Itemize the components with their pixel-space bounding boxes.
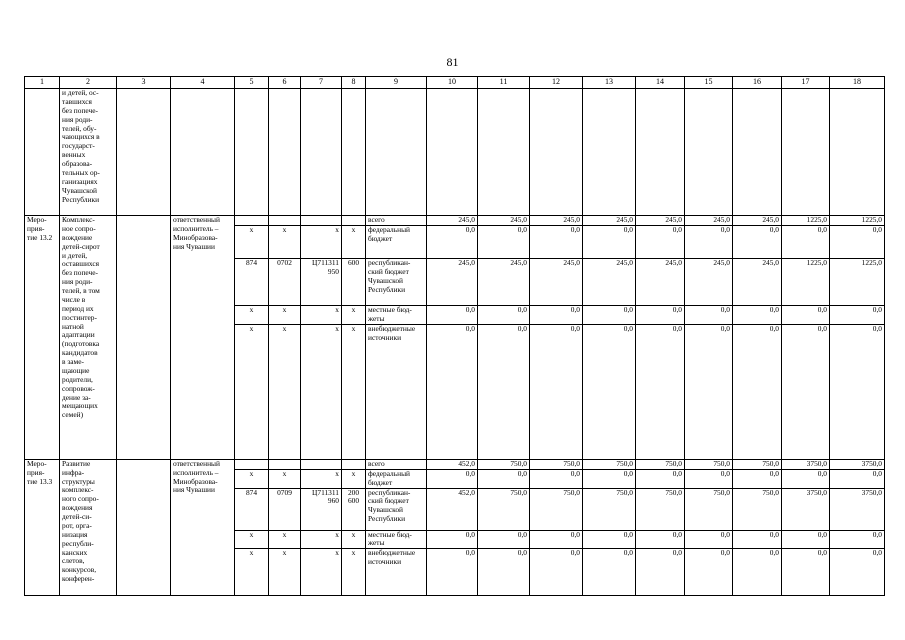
amount-cell: 750,0 (530, 488, 583, 530)
amount-cell: 750,0 (583, 488, 636, 530)
amount-cell: 245,0 (478, 216, 530, 226)
expense-type-code: x (342, 226, 366, 259)
amount-cell: 750,0 (583, 459, 636, 469)
section-code: x (269, 226, 301, 259)
amount-cell: 0,0 (782, 549, 830, 596)
measure-name: Комплекс- ное сопро- вождение детей-сирот и детей, оставшихся без попече- ния роди- телей, в том числе в период их постинтер- натной адаптации (подготовка кандидатов в заме- щающие родители, сопровож- дение за- мещающих семей) (60, 216, 117, 460)
funding-source: внебюджетные источники (366, 324, 427, 459)
page-number: 81 (446, 55, 459, 69)
amount-cell: 245,0 (636, 216, 685, 226)
amount-cell: 0,0 (782, 226, 830, 259)
section-code (269, 459, 301, 469)
funding-source: республикан- ский бюджет Чувашской Республики (366, 488, 427, 530)
amount-cell: 1225,0 (782, 259, 830, 306)
amount-cell: 0,0 (782, 530, 830, 549)
target-article-code: Ц711311 950 (301, 259, 342, 306)
grbs-code: 874 (235, 488, 269, 530)
empty-cell (117, 216, 171, 460)
amount-cell: 452,0 (427, 488, 478, 530)
grbs-code (235, 459, 269, 469)
amount-cell: 245,0 (733, 216, 782, 226)
target-article-code: x (301, 549, 342, 596)
amount-cell: 0,0 (478, 226, 530, 259)
section-code: 0702 (269, 259, 301, 306)
amount-cell: 245,0 (685, 259, 733, 306)
header-cell-14: 14 (636, 77, 685, 89)
amount-cell: 0,0 (478, 469, 530, 488)
target-article-code: x (301, 530, 342, 549)
grbs-code: 874 (235, 259, 269, 306)
amount-cell: 0,0 (733, 469, 782, 488)
section-code: x (269, 549, 301, 596)
amount-cell: 0,0 (583, 530, 636, 549)
amount-cell: 1225,0 (830, 216, 885, 226)
amount-cell: 0,0 (830, 324, 885, 459)
amount-cell: 750,0 (530, 459, 583, 469)
funding-source: федеральный бюджет (366, 469, 427, 488)
section-code: x (269, 530, 301, 549)
budget-table (24, 76, 885, 596)
amount-cell: 750,0 (478, 488, 530, 530)
funding-source: всего (366, 459, 427, 469)
section-code: x (269, 306, 301, 325)
header-cell-18: 18 (830, 77, 885, 89)
header-cell-6: 6 (269, 77, 301, 89)
header-cell-4: 4 (171, 77, 235, 89)
amount-cell: 0,0 (530, 469, 583, 488)
funding-source: внебюджетные источники (366, 549, 427, 596)
amount-cell: 0,0 (530, 324, 583, 459)
funding-source: федеральный бюджет (366, 226, 427, 259)
amount-cell: 245,0 (733, 259, 782, 306)
amount-cell: 245,0 (685, 216, 733, 226)
header-cell-7: 7 (301, 77, 342, 89)
amount-cell: 0,0 (427, 306, 478, 325)
amount-cell: 0,0 (830, 306, 885, 325)
amount-cell: 0,0 (830, 549, 885, 596)
amount-cell: 452,0 (427, 459, 478, 469)
amount-cell: 0,0 (685, 530, 733, 549)
amount-cell: 0,0 (636, 530, 685, 549)
amount-cell: 750,0 (478, 459, 530, 469)
amount-cell: 0,0 (427, 469, 478, 488)
expense-type-code (342, 216, 366, 226)
amount-cell: 0,0 (733, 324, 782, 459)
amount-cell: 0,0 (830, 530, 885, 549)
funding-source: местные бюд- жеты (366, 306, 427, 325)
amount-cell: 0,0 (530, 306, 583, 325)
table-header (25, 77, 885, 89)
amount-cell: 0,0 (685, 549, 733, 596)
grbs-code: x (235, 530, 269, 549)
header-cell-9: 9 (366, 77, 427, 89)
funding-source: всего (366, 216, 427, 226)
header-cell-12: 12 (530, 77, 583, 89)
amount-cell: 245,0 (583, 216, 636, 226)
target-article-code (301, 459, 342, 469)
amount-cell: 750,0 (636, 488, 685, 530)
empty-cell (117, 459, 171, 596)
header-cell-8: 8 (342, 77, 366, 89)
amount-cell: 3750,0 (782, 488, 830, 530)
continuation-row (25, 89, 885, 216)
expense-type-code: x (342, 324, 366, 459)
amount-cell: 0,0 (733, 549, 782, 596)
amount-cell: 245,0 (583, 259, 636, 306)
amount-cell: 0,0 (636, 549, 685, 596)
target-article-code: x (301, 469, 342, 488)
executor: ответственный исполнитель – Минобразова- ния Чувашии (171, 459, 235, 596)
amount-cell: 245,0 (478, 259, 530, 306)
amount-cell: 3750,0 (782, 459, 830, 469)
section-code: 0709 (269, 488, 301, 530)
header-cell-1: 1 (25, 77, 60, 89)
amount-cell: 0,0 (782, 306, 830, 325)
grbs-code: x (235, 226, 269, 259)
target-article-code (301, 216, 342, 226)
funding-source: республикан- ский бюджет Чувашской Республики (366, 259, 427, 306)
target-article-code: x (301, 306, 342, 325)
amount-cell: 0,0 (530, 226, 583, 259)
measure-name: Развитие инфра- структуры комплекс- ного сопро- вождения детей-си- рот, орга- низация республи- канских слетов, конкурсов, конферен- (60, 459, 117, 596)
amount-cell: 1225,0 (830, 259, 885, 306)
table-row (25, 216, 885, 226)
amount-cell: 245,0 (530, 216, 583, 226)
target-article-code: x (301, 324, 342, 459)
amount-cell: 0,0 (478, 324, 530, 459)
amount-cell: 750,0 (685, 459, 733, 469)
expense-type-code: x (342, 469, 366, 488)
header-cell-16: 16 (733, 77, 782, 89)
amount-cell: 0,0 (685, 226, 733, 259)
section-code (269, 216, 301, 226)
amount-cell: 750,0 (685, 488, 733, 530)
amount-cell: 0,0 (782, 324, 830, 459)
amount-cell: 0,0 (733, 226, 782, 259)
grbs-code: x (235, 549, 269, 596)
amount-cell: 245,0 (530, 259, 583, 306)
amount-cell: 0,0 (427, 530, 478, 549)
header-cell-2: 2 (60, 77, 117, 89)
amount-cell: 0,0 (478, 530, 530, 549)
amount-cell: 0,0 (636, 469, 685, 488)
target-article-code: Ц711311 960 (301, 488, 342, 530)
amount-cell: 0,0 (636, 226, 685, 259)
amount-cell: 0,0 (685, 324, 733, 459)
grbs-code: x (235, 469, 269, 488)
amount-cell: 0,0 (427, 549, 478, 596)
amount-cell: 0,0 (685, 306, 733, 325)
amount-cell: 750,0 (733, 488, 782, 530)
header-cell-3: 3 (117, 77, 171, 89)
amount-cell: 750,0 (733, 459, 782, 469)
amount-cell: 245,0 (427, 259, 478, 306)
expense-type-code: x (342, 306, 366, 325)
amount-cell: 750,0 (636, 459, 685, 469)
section-code: x (269, 469, 301, 488)
header-cell-11: 11 (478, 77, 530, 89)
expense-type-code: 200 600 (342, 488, 366, 530)
amount-cell: 0,0 (427, 324, 478, 459)
header-row (25, 77, 885, 89)
amount-cell: 245,0 (636, 259, 685, 306)
expense-type-code (342, 459, 366, 469)
measure-label: Меро- прия- тие 13.2 (25, 216, 60, 460)
amount-cell: 245,0 (427, 216, 478, 226)
amount-cell: 0,0 (583, 306, 636, 325)
amount-cell: 0,0 (685, 469, 733, 488)
amount-cell: 0,0 (733, 530, 782, 549)
amount-cell: 0,0 (583, 324, 636, 459)
expense-type-code: x (342, 549, 366, 596)
executor: ответственный исполнитель – Минобразова- ния Чувашии (171, 216, 235, 460)
amount-cell: 0,0 (583, 469, 636, 488)
amount-cell: 0,0 (427, 226, 478, 259)
header-cell-15: 15 (685, 77, 733, 89)
header-cell-10: 10 (427, 77, 478, 89)
amount-cell: 0,0 (530, 549, 583, 596)
amount-cell: 3750,0 (830, 488, 885, 530)
amount-cell: 0,0 (478, 306, 530, 325)
target-article-code: x (301, 226, 342, 259)
grbs-code (235, 216, 269, 226)
amount-cell: 0,0 (782, 469, 830, 488)
amount-cell: 0,0 (478, 549, 530, 596)
amount-cell: 0,0 (733, 306, 782, 325)
table-body (25, 89, 885, 596)
table-row (25, 459, 885, 469)
amount-cell: 0,0 (583, 226, 636, 259)
expense-type-code: x (342, 530, 366, 549)
header-cell-17: 17 (782, 77, 830, 89)
section-code: x (269, 324, 301, 459)
amount-cell: 3750,0 (830, 459, 885, 469)
header-cell-5: 5 (235, 77, 269, 89)
amount-cell: 1225,0 (782, 216, 830, 226)
continuation-text: и детей, ос- тавшихся без попече- ния роди- телей, обу- чающихся в государст- венных образова- тельных ор- ганизациях Чувашской Республики (60, 89, 117, 216)
grbs-code: x (235, 306, 269, 325)
funding-source: местные бюд- жеты (366, 530, 427, 549)
expense-type-code: 600 (342, 259, 366, 306)
amount-cell: 0,0 (583, 549, 636, 596)
amount-cell: 0,0 (636, 324, 685, 459)
amount-cell: 0,0 (530, 530, 583, 549)
measure-label: Меро- прия- тие 13.3 (25, 459, 60, 596)
header-cell-13: 13 (583, 77, 636, 89)
amount-cell: 0,0 (830, 469, 885, 488)
grbs-code: x (235, 324, 269, 459)
amount-cell: 0,0 (636, 306, 685, 325)
amount-cell: 0,0 (830, 226, 885, 259)
